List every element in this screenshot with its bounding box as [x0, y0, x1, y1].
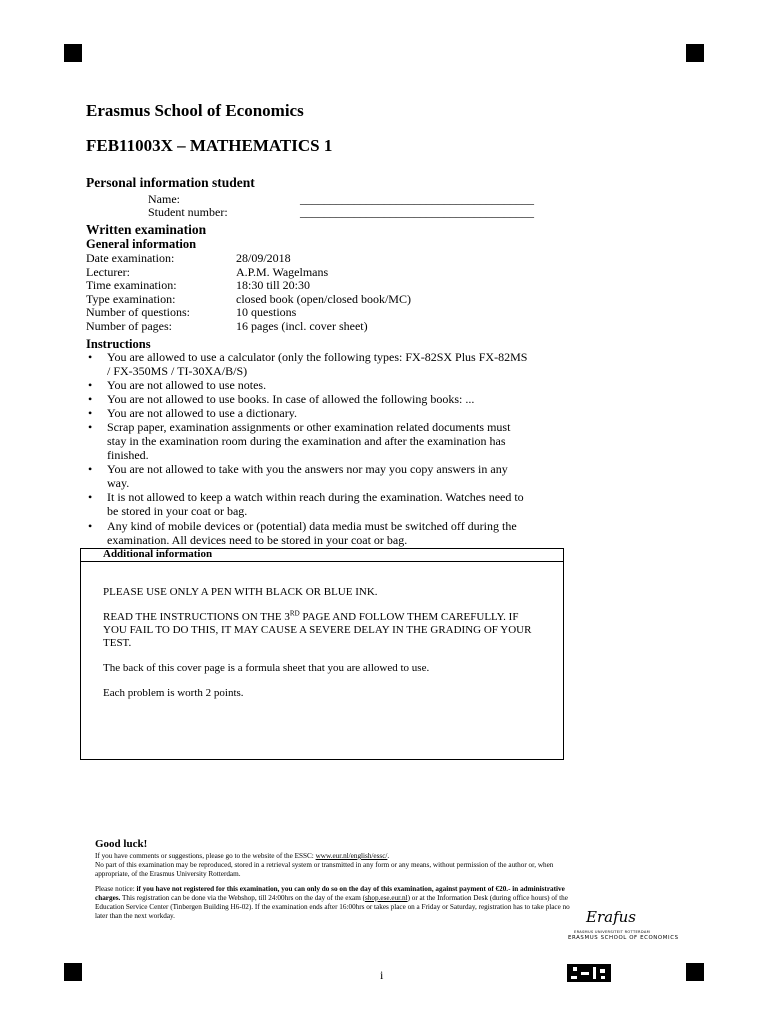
erasmus-logo: [566, 908, 679, 944]
instruction-line: stay in the examination room during the examination and after the examination has: [107, 434, 506, 448]
instruction-line: be stored in your coat or bag.: [107, 504, 248, 518]
written-exam-heading: Written examination: [86, 222, 207, 237]
additional-info-heading: Additional information: [103, 548, 213, 560]
instruction-line: You are not allowed to use notes.: [107, 378, 267, 392]
notice-text-cont: ) or at the Information Desk (during office hours) of the: [407, 894, 568, 902]
bullet: •: [88, 519, 93, 533]
info-value: 10 questions: [236, 305, 297, 319]
bullet: •: [88, 420, 93, 434]
bullet: •: [88, 378, 93, 392]
registration-mark-top-right: [686, 44, 704, 62]
info-value: closed book (open/closed book/MC): [236, 291, 411, 306]
notice-line-4: later than the next workday.: [95, 912, 175, 920]
instruction-line: You are allowed to use a calculator (only the following types: FX-82SX Plus FX-82MS: [107, 350, 528, 364]
notice-bold-charges: charges.: [95, 894, 121, 902]
notice-line-3: Education Service Center (Tinbergen Building H6-02). If the examination ends after 16:00hrs or takes place on a Friday or Saturday, registration has to take place no: [95, 903, 570, 911]
comments-text: If you have comments or suggestions, please go to the website of the ESSC:: [95, 852, 316, 860]
notice-text: This registration can be done via the Webshop, till 24:00hrs on the day of the exam (: [120, 894, 366, 902]
instruction-line: You are not allowed to use books. In case of allowed the following books: ...: [107, 392, 475, 406]
logo-script: Erafus: [586, 908, 636, 926]
copyright-line-2: appropriate, of the Erasmus University Rotterdam.: [95, 870, 241, 878]
info-value: 16 pages (incl. cover sheet): [236, 318, 368, 333]
info-value: A.P.M. Wagelmans: [236, 264, 329, 279]
instructions-heading: Instructions: [86, 337, 151, 351]
instruction-line: You are not allowed to use a dictionary.: [107, 406, 297, 420]
student-number-blank: _______________________________________: [300, 205, 534, 219]
general-info-heading: General information: [86, 237, 197, 251]
webshop-link[interactable]: shop.ese.eur.nl: [365, 894, 408, 902]
instruction-line: examination. All devices need to be stored in your coat or bag.: [107, 533, 408, 547]
copyright-line-1: No part of this examination may be reproduced, stored in a retrieval system or transmitted in any form or any means, without permission of the author or, when: [95, 861, 554, 869]
instruction-line: way.: [107, 476, 130, 490]
additional-info-header: [81, 549, 563, 562]
good-luck: Good luck!: [95, 838, 148, 850]
info-row-time: [86, 278, 311, 292]
instruction-line: Any kind of mobile devices or (potential) data media must be switched off during the: [107, 519, 517, 533]
info-label: Time examination:: [86, 278, 177, 292]
notice-line-1: [95, 885, 625, 894]
bullet: •: [88, 392, 93, 406]
comments-line: [95, 852, 615, 861]
read-superscript: RD: [289, 609, 300, 618]
instruction-line: You are not allowed to take with you the answers nor may you copy answers in any: [107, 462, 508, 476]
info-value: 18:30 till 20:30: [236, 278, 311, 292]
page-number: i: [380, 968, 384, 982]
info-label: Lecturer:: [86, 264, 130, 279]
instruction-line: Scrap paper, examination assignments or other examination related documents must: [107, 420, 511, 434]
personal-info-heading: Personal information student: [86, 175, 255, 190]
scan-code-mark: [567, 964, 611, 982]
student-number-label: Student number:: [148, 205, 228, 219]
info-row-pages: [86, 318, 368, 333]
info-row-type: [86, 291, 411, 306]
additional-info-body: [103, 586, 558, 700]
read-line-1: [103, 611, 558, 624]
info-label: Date examination:: [86, 251, 175, 265]
info-label: Number of pages:: [86, 318, 172, 333]
notice-prefix: Please notice:: [95, 885, 137, 893]
bullet: •: [88, 350, 93, 364]
comments-end: .: [387, 852, 390, 860]
info-value: 28/09/2018: [236, 251, 291, 265]
instruction-line: It is not allowed to keep a watch within reach during the examination. Watches need to: [107, 490, 524, 504]
essc-link[interactable]: www.eur.nl/english/essc/: [315, 852, 388, 860]
notice-line-2: [95, 894, 625, 903]
notice-bold: if you have not registered for this examination, you can only do so on the day of this examination, against payment of €20.- in administrative: [136, 885, 565, 893]
pen-instruction: PLEASE USE ONLY A PEN WITH BLACK OR BLUE INK.: [103, 586, 378, 598]
read-instruction: [103, 611, 558, 650]
school-title: Erasmus School of Economics: [86, 101, 304, 120]
logo-university: ERASMUS UNIVERSITEIT ROTTERDAM: [574, 930, 651, 934]
bullet: •: [88, 490, 93, 504]
registration-mark-top-left: [64, 44, 82, 62]
info-label: Number of questions:: [86, 305, 190, 319]
info-row-questions: [86, 305, 297, 319]
footer-comments: [95, 852, 615, 879]
course-title: FEB11003X – MATHEMATICS 1: [86, 136, 333, 155]
name-blank: _______________________________________: [300, 192, 534, 206]
footer-notice: [95, 885, 625, 921]
points-note: Each problem is worth 2 points.: [103, 687, 244, 699]
additional-info-box: [80, 548, 564, 760]
read-line-3: TEST.: [103, 637, 132, 649]
info-row-lecturer: [86, 264, 329, 279]
info-label: Type examination:: [86, 291, 176, 306]
name-label: Name:: [148, 192, 180, 206]
registration-mark-bottom-right: [686, 963, 704, 981]
read-line-2: YOU FAIL TO DO THIS, IT MAY CAUSE A SEVERE DELAY IN THE GRADING OF YOUR: [103, 624, 532, 636]
instruction-line: / FX-350MS / TI-30XA/B/S): [107, 364, 248, 378]
info-row-date: [86, 251, 291, 265]
read-text-post: PAGE AND FOLLOW THEM CAREFULLY. IF: [299, 611, 519, 623]
bullet: •: [88, 462, 93, 476]
read-text-pre: READ THE INSTRUCTIONS ON THE 3: [103, 611, 290, 623]
registration-mark-bottom-left: [64, 963, 82, 981]
bullet: •: [88, 406, 93, 420]
instruction-line: finished.: [107, 448, 149, 462]
logo-school: ERASMUS SCHOOL OF ECONOMICS: [568, 935, 679, 941]
formula-sheet-note: The back of this cover page is a formula sheet that you are allowed to use.: [103, 662, 430, 674]
